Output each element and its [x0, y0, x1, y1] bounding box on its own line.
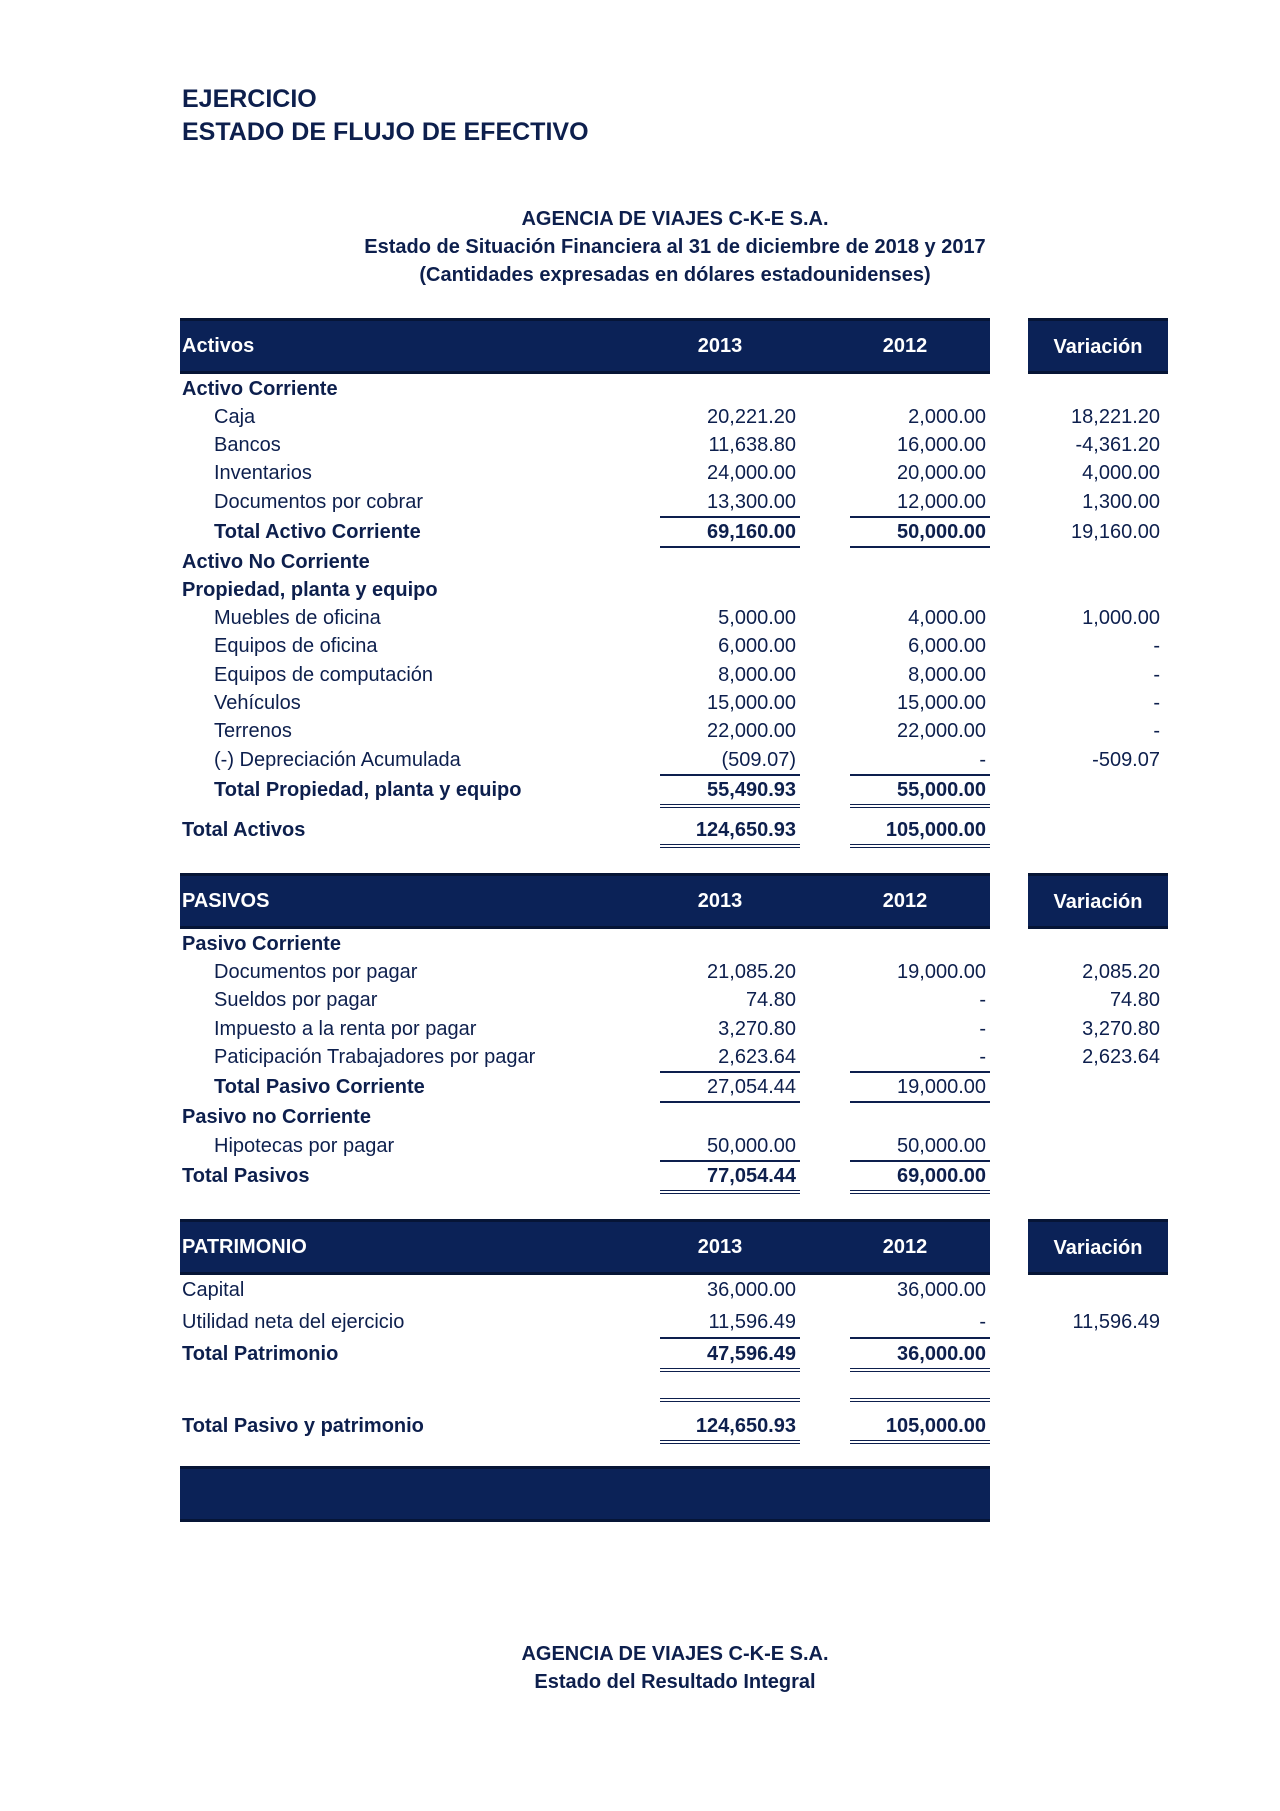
value-2012: 55,000.00 [897, 779, 986, 801]
pasivo-corriente-title: Pasivo Corriente [182, 933, 341, 955]
row-label: Utilidad neta del ejercicio [182, 1311, 405, 1333]
table-row [0, 632, 1280, 660]
value-2013: 55,490.93 [707, 779, 796, 801]
table-row [0, 986, 1280, 1014]
row-label: Caja [214, 406, 256, 428]
value-2012: 8,000.00 [908, 664, 986, 686]
pasivos-header-bar [180, 873, 990, 929]
table-row [0, 604, 1280, 632]
total-row [0, 1412, 1280, 1440]
value-2013: 124,650.93 [695, 819, 796, 841]
value-2013: 47,596.49 [707, 1343, 796, 1365]
footer-statement-subtitle: Estado del Resultado Integral [534, 1671, 816, 1693]
value-2012: 16,000.00 [897, 434, 986, 456]
col-2012-header: 2012 [882, 335, 928, 357]
value-2013: 50,000.00 [707, 1135, 796, 1157]
total-row [0, 1073, 1280, 1101]
row-label: Inventarios [214, 462, 312, 484]
table-row [0, 1015, 1280, 1043]
value-2012: - [979, 1018, 986, 1040]
table-row [0, 746, 1280, 774]
company-title: AGENCIA DE VIAJES C-K-E S.A. [521, 208, 829, 230]
value-2013: 22,000.00 [707, 720, 796, 742]
value-2012: 36,000.00 [897, 1279, 986, 1301]
value-2012: - [979, 749, 986, 771]
value-variacion: 18,221.20 [1071, 406, 1160, 428]
row-label: Total Pasivo y patrimonio [182, 1415, 424, 1437]
table-row [0, 1308, 1280, 1336]
value-2012: - [979, 1046, 986, 1068]
row-label: Equipos de oficina [214, 635, 378, 657]
total-row [0, 1162, 1280, 1190]
value-2012: - [979, 1311, 986, 1333]
double-underline [660, 804, 800, 808]
double-underline [660, 1440, 800, 1444]
value-variacion: 2,623.64 [1082, 1046, 1160, 1068]
table-row [0, 1276, 1280, 1304]
activos-header-bar [180, 318, 990, 374]
col-2012-header: 2012 [882, 1236, 928, 1258]
value-2013: 3,270.80 [718, 1018, 796, 1040]
value-variacion: - [1153, 664, 1160, 686]
value-variacion: 74.80 [1109, 989, 1160, 1011]
section-title [0, 930, 1280, 958]
double-underline [850, 844, 990, 848]
value-variacion: - [1153, 720, 1160, 742]
value-2012: 50,000.00 [897, 1135, 986, 1157]
value-2012: 15,000.00 [897, 692, 986, 714]
double-underline [660, 844, 800, 848]
double-underline [850, 1368, 990, 1372]
value-2012: 6,000.00 [908, 635, 986, 657]
table-row [0, 1043, 1280, 1071]
variacion-header: Variación [1028, 873, 1168, 929]
pasivos-header-label: PASIVOS [182, 890, 270, 912]
row-label: Documentos por pagar [214, 961, 418, 983]
table-row [0, 488, 1280, 516]
table-row [0, 717, 1280, 745]
value-2012: 105,000.00 [885, 1415, 986, 1437]
value-variacion: - [1153, 635, 1160, 657]
value-2012: 19,000.00 [897, 961, 986, 983]
value-2013: 8,000.00 [718, 664, 796, 686]
total-row [0, 816, 1280, 844]
value-variacion: -509.07 [1092, 749, 1160, 771]
value-2013: 74.80 [745, 989, 796, 1011]
row-label: Bancos [214, 434, 281, 456]
total-row [0, 1340, 1280, 1368]
table-row [0, 661, 1280, 689]
col-2013-header: 2013 [697, 335, 743, 357]
value-2012: 2,000.00 [908, 406, 986, 428]
row-label: Terrenos [214, 720, 292, 742]
value-2013: 21,085.20 [707, 961, 796, 983]
value-2013: 11,638.80 [708, 434, 796, 456]
value-2013: 20,221.20 [707, 406, 796, 428]
patrimonio-header-bar [180, 1219, 990, 1275]
footer-company-title: AGENCIA DE VIAJES C-K-E S.A. [521, 1643, 829, 1665]
col-2012-header: 2012 [882, 890, 928, 912]
value-2013: 36,000.00 [707, 1279, 796, 1301]
row-label: Hipotecas por pagar [214, 1135, 395, 1157]
value-2013: 69,160.00 [707, 521, 796, 543]
value-2013: 2,623.64 [718, 1046, 796, 1068]
row-label: Total Activos [182, 819, 306, 841]
value-variacion: 3,270.80 [1082, 1018, 1160, 1040]
value-variacion: 4,000.00 [1082, 462, 1160, 484]
double-underline [850, 1190, 990, 1194]
total-row [0, 518, 1280, 546]
value-2012: 50,000.00 [897, 521, 986, 543]
double-line [660, 1398, 800, 1402]
row-label: Vehículos [214, 692, 301, 714]
value-2013: 5,000.00 [718, 607, 796, 629]
value-2012: - [979, 989, 986, 1011]
row-label: Total Pasivos [182, 1165, 310, 1187]
row-label: Total Activo Corriente [214, 521, 421, 543]
value-2013: 124,650.93 [695, 1415, 796, 1437]
row-label: Equipos de computación [214, 664, 434, 686]
section-title [0, 548, 1280, 576]
heading-estado-flujo: ESTADO DE FLUJO DE EFECTIVO [182, 118, 589, 146]
row-label: Muebles de oficina [214, 607, 381, 629]
variacion-header: Variación [1028, 318, 1168, 374]
double-underline [660, 1190, 800, 1194]
heading-ejercicio: EJERCICIO [182, 85, 317, 113]
footer-bar [180, 1466, 990, 1522]
value-2013: 24,000.00 [707, 462, 796, 484]
value-2013: 6,000.00 [718, 635, 796, 657]
value-variacion: -4,361.20 [1075, 434, 1160, 456]
activos-header-label: Activos [182, 335, 255, 357]
ppe-title: Propiedad, planta y equipo [182, 579, 438, 601]
total-row [0, 776, 1280, 804]
value-2012: 12,000.00 [897, 491, 986, 513]
table-row [0, 689, 1280, 717]
section-title [0, 375, 1280, 403]
statement-subtitle: Estado de Situación Financiera al 31 de diciembre de 2018 y 2017 [364, 236, 986, 258]
table-row [0, 403, 1280, 431]
row-label: Paticipación Trabajadores por pagar [214, 1046, 536, 1068]
underline [850, 1337, 990, 1339]
value-2013: 13,300.00 [707, 491, 796, 513]
value-2013: (509.07) [721, 749, 796, 771]
row-label: Documentos por cobrar [214, 491, 423, 513]
value-2013: 11,596.49 [708, 1311, 796, 1333]
table-row [0, 1132, 1280, 1160]
activo-corriente-title: Activo Corriente [182, 378, 338, 400]
value-2013: 27,054.44 [707, 1076, 796, 1098]
statement-units: (Cantidades expresadas en dólares estadounidenses) [419, 264, 931, 286]
row-label: Total Patrimonio [182, 1343, 339, 1365]
value-variacion: 11,596.49 [1072, 1311, 1160, 1333]
table-row [0, 431, 1280, 459]
value-variacion: 1,000.00 [1082, 607, 1160, 629]
row-label: Impuesto a la renta por pagar [214, 1018, 477, 1040]
table-row [0, 958, 1280, 986]
section-title [0, 576, 1280, 604]
table-row [0, 459, 1280, 487]
value-2012: 19,000.00 [897, 1076, 986, 1098]
col-2013-header: 2013 [697, 890, 743, 912]
value-2013: 15,000.00 [707, 692, 796, 714]
underline [660, 1337, 800, 1339]
double-line [850, 1398, 990, 1402]
value-2012: 105,000.00 [885, 819, 986, 841]
value-variacion: 1,300.00 [1082, 491, 1160, 513]
value-2012: 4,000.00 [908, 607, 986, 629]
value-variacion: - [1153, 692, 1160, 714]
row-label: Total Propiedad, planta y equipo [214, 779, 522, 801]
row-label: (-) Depreciación Acumulada [214, 749, 461, 771]
row-label: Sueldos por pagar [214, 989, 378, 1011]
pasivo-no-corriente-title: Pasivo no Corriente [182, 1106, 371, 1128]
patrimonio-header-label: PATRIMONIO [182, 1236, 307, 1258]
value-2012: 36,000.00 [897, 1343, 986, 1365]
double-underline [850, 804, 990, 808]
value-2012: 20,000.00 [897, 462, 986, 484]
double-underline [660, 1368, 800, 1372]
value-2013: 77,054.44 [707, 1165, 796, 1187]
variacion-header: Variación [1028, 1219, 1168, 1275]
col-2013-header: 2013 [697, 1236, 743, 1258]
activo-no-corriente-title: Activo No Corriente [182, 551, 370, 573]
double-underline [850, 1440, 990, 1444]
value-2012: 69,000.00 [897, 1165, 986, 1187]
value-variacion: 19,160.00 [1071, 521, 1160, 543]
row-label: Total Pasivo Corriente [214, 1076, 425, 1098]
section-title [0, 1103, 1280, 1131]
value-variacion: 2,085.20 [1082, 961, 1160, 983]
value-2012: 22,000.00 [897, 720, 986, 742]
row-label: Capital [182, 1279, 245, 1301]
